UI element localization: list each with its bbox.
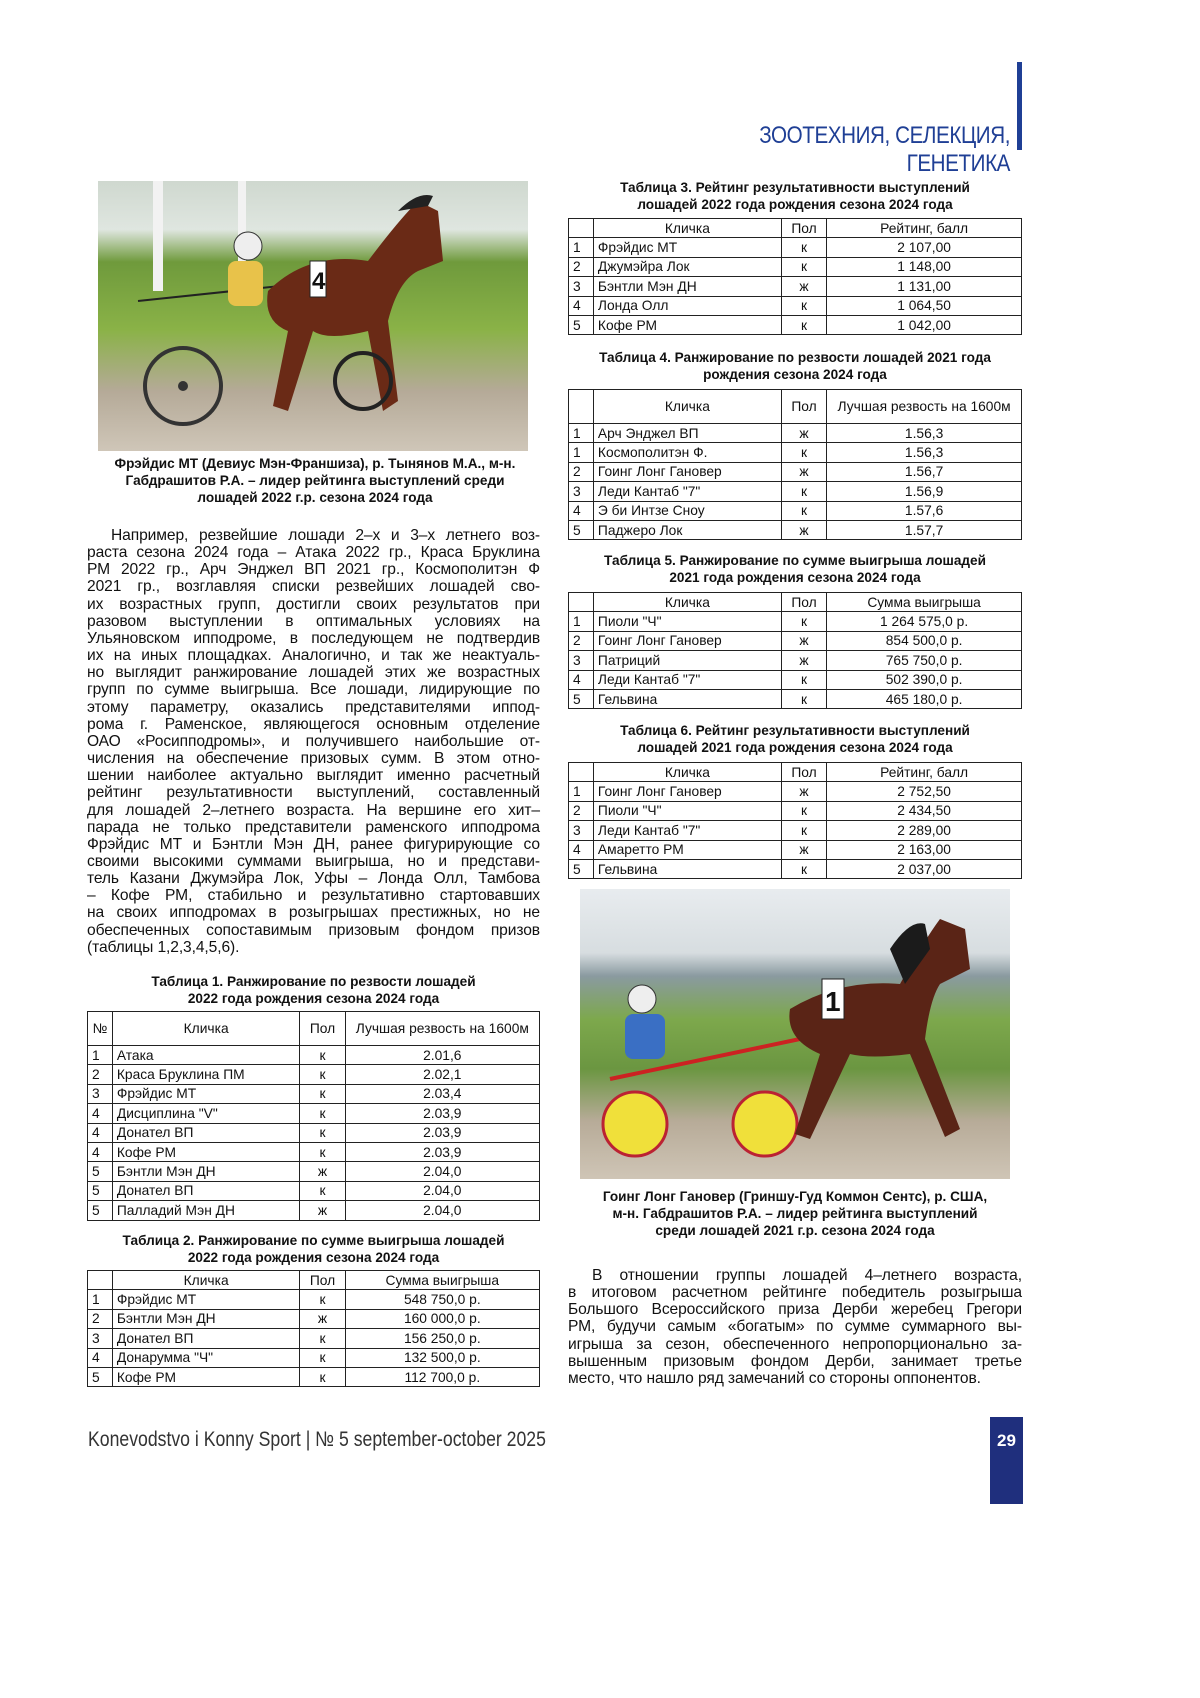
- text-line: их на иных площадках. Аналогично, и так же неактуаль-: [87, 647, 540, 664]
- table-cell: к: [781, 482, 826, 501]
- table-cell: 2: [88, 1309, 113, 1328]
- column-header: Сумма выигрыша: [827, 593, 1022, 612]
- table-cell: 5: [88, 1181, 113, 1200]
- title-line: Таблица 5. Ранжирование по сумме выигрыша лошадей: [568, 552, 1022, 569]
- column-header: Лучшая резвость на 1600м: [827, 390, 1022, 424]
- text-line: раста сезона 2024 года – Атака 2022 гр., Краса Бруклина: [87, 544, 540, 561]
- table-cell: ж: [781, 462, 826, 481]
- table-cell: 1.56,7: [827, 462, 1022, 481]
- table-row: [569, 821, 1022, 840]
- table-cell: 1: [569, 612, 594, 631]
- column-header: Кличка: [593, 763, 781, 782]
- table-row: [569, 651, 1022, 670]
- column-header: Кличка: [112, 1271, 300, 1290]
- title-line: Таблица 2. Ранжирование по сумме выигрыша лошадей: [87, 1232, 540, 1249]
- table-cell: Э би Интзе Сноу: [593, 501, 781, 520]
- table-cell: 5: [88, 1367, 113, 1386]
- bib-number: 1: [825, 986, 841, 1017]
- column-header: Пол: [781, 390, 826, 424]
- table-cell: 1: [88, 1290, 113, 1309]
- table-cell: 1.57,6: [827, 501, 1022, 520]
- column-header: Пол: [781, 219, 826, 238]
- table-cell: Паджеро Лок: [593, 520, 781, 539]
- table-header-row: [569, 763, 1022, 782]
- table-cell: Гельвина: [593, 859, 781, 878]
- table-cell: Гоинг Лонг Гановер: [593, 462, 781, 481]
- table-cell: к: [300, 1104, 345, 1123]
- table-row: [569, 296, 1022, 315]
- table-cell: Арч Энджел ВП: [593, 424, 781, 443]
- table-row: [88, 1123, 540, 1142]
- table-cell: 1: [569, 443, 594, 462]
- table-cell: Леди Кантаб "7": [593, 482, 781, 501]
- text-line: РМ 2022 гр., Арч Энджел ВП 2021 гр., Космополитэн Ф: [87, 561, 540, 578]
- table-cell: к: [300, 1181, 345, 1200]
- table-cell: ж: [781, 840, 826, 859]
- table-cell: Донарумма "Ч": [112, 1348, 300, 1367]
- caption-line: среди лошадей 2021 г.р. сезона 2024 года: [568, 1222, 1022, 1239]
- column-header: [569, 593, 594, 612]
- column-header: Сумма выигрыша: [345, 1271, 539, 1290]
- table-header-row: [88, 1271, 540, 1290]
- text-line: вышенным призовым фондом Дерби, занимает третье: [568, 1353, 1022, 1370]
- table-cell: 465 180,0 р.: [827, 689, 1022, 708]
- table-cell: 2 289,00: [827, 821, 1022, 840]
- table-cell: 4: [569, 840, 594, 859]
- table-cell: ж: [300, 1201, 345, 1220]
- caption-line: Фрэйдис МТ (Девиус Мэн-Франшиза), р. Тынянов М.А., м-н.: [85, 455, 545, 472]
- table-row: [88, 1367, 540, 1386]
- column-header: Пол: [781, 763, 826, 782]
- table-cell: Палладий Мэн ДН: [112, 1201, 300, 1220]
- column-header: Кличка: [593, 390, 781, 424]
- table-cell: Гельвина: [593, 689, 781, 708]
- table-row: [569, 782, 1022, 801]
- table-cell: ж: [781, 631, 826, 650]
- table-row: [569, 257, 1022, 276]
- table-cell: к: [781, 859, 826, 878]
- table-cell: 1 264 575,0 р.: [827, 612, 1022, 631]
- table-cell: к: [300, 1142, 345, 1161]
- table-row: [569, 859, 1022, 878]
- table-cell: ж: [781, 782, 826, 801]
- table-cell: 2.03,9: [345, 1123, 539, 1142]
- table-cell: Донател ВП: [112, 1123, 300, 1142]
- title-line: Таблица 1. Ранжирование по резвости лошадей: [87, 973, 540, 990]
- table-cell: Гоинг Лонг Гановер: [593, 782, 781, 801]
- column-header: [569, 219, 594, 238]
- table-cell: Фрэйдис МТ: [112, 1084, 300, 1103]
- text-line: рейтинг результативности выступлений, составленный: [87, 784, 540, 801]
- table-cell: 3: [88, 1084, 113, 1103]
- table-cell: к: [300, 1367, 345, 1386]
- title-line: рождения сезона 2024 года: [560, 366, 1030, 383]
- table-cell: Бэнтли Мэн ДН: [112, 1309, 300, 1328]
- text-line: (таблицы 1,2,3,4,5,6).: [87, 939, 540, 956]
- table-cell: к: [781, 238, 826, 257]
- column-header: Рейтинг, балл: [827, 763, 1022, 782]
- title-line: 2021 года рождения сезона 2024 года: [568, 569, 1022, 586]
- table-cell: 548 750,0 р.: [345, 1290, 539, 1309]
- table-cell: 1 042,00: [827, 315, 1022, 334]
- table-cell: 5: [569, 859, 594, 878]
- table-cell: 156 250,0 р.: [345, 1329, 539, 1348]
- table-row: [569, 501, 1022, 520]
- table-cell: ж: [781, 651, 826, 670]
- table-header-row: [88, 1012, 540, 1046]
- table-row: [569, 482, 1022, 501]
- table-cell: 2: [569, 801, 594, 820]
- title-line: Таблица 3. Рейтинг результативности выступлений: [568, 179, 1022, 196]
- table-cell: Донател ВП: [112, 1329, 300, 1348]
- table-cell: к: [781, 612, 826, 631]
- table-cell: Бэнтли Мэн ДН: [112, 1162, 300, 1181]
- photo1-caption: [85, 455, 545, 506]
- table-row: [88, 1181, 540, 1200]
- table-row: [88, 1348, 540, 1367]
- table2-title: [87, 1232, 540, 1266]
- table-cell: ж: [781, 520, 826, 539]
- table-cell: ж: [781, 424, 826, 443]
- table-row: [88, 1142, 540, 1161]
- table-cell: Дисциплина "V": [112, 1104, 300, 1123]
- article-body-right: [568, 1267, 1022, 1387]
- table-cell: Бэнтли Мэн ДН: [593, 277, 781, 296]
- table-row: [88, 1084, 540, 1103]
- table-row: [569, 238, 1022, 257]
- caption-line: м-н. Габдрашитов Р.А. – лидер рейтинга выступлений: [568, 1205, 1022, 1222]
- title-line: лошадей 2021 года рождения сезона 2024 года: [568, 739, 1022, 756]
- table-cell: Лонда Олл: [593, 296, 781, 315]
- table3-title: [568, 179, 1022, 213]
- text-line: РМ, будучи самым «богатым» по сумме суммарного вы-: [568, 1318, 1022, 1335]
- table-cell: Джумэйра Лок: [593, 257, 781, 276]
- table-cell: 1 064,50: [827, 296, 1022, 315]
- text-line: разовом выступлении в оптимальных условиях на: [87, 613, 540, 630]
- table-cell: Краса Бруклина ПМ: [112, 1065, 300, 1084]
- table-row: [569, 462, 1022, 481]
- photo2-caption: [568, 1188, 1022, 1239]
- table-cell: к: [300, 1046, 345, 1065]
- table-cell: 2.03,4: [345, 1084, 539, 1103]
- table-cell: 3: [569, 277, 594, 296]
- table-cell: 2.01,6: [345, 1046, 539, 1065]
- table-cell: к: [300, 1084, 345, 1103]
- table-cell: 4: [88, 1142, 113, 1161]
- table-row: [569, 612, 1022, 631]
- caption-line: Гоинг Лонг Гановер (Гриншу-Гуд Коммон Сентс), р. США,: [568, 1188, 1022, 1205]
- table-cell: Патриций: [593, 651, 781, 670]
- table1-speed-2022: [87, 1011, 540, 1221]
- table-cell: Кофе РМ: [593, 315, 781, 334]
- text-line: групп по сумме выигрыша. Все лошади, лидирующие по: [87, 681, 540, 698]
- table-cell: Кофе РМ: [112, 1367, 300, 1386]
- table-cell: 4: [569, 670, 594, 689]
- table-cell: Фрэйдис МТ: [593, 238, 781, 257]
- column-header: Пол: [300, 1012, 345, 1046]
- table-row: [569, 689, 1022, 708]
- table-cell: 5: [569, 689, 594, 708]
- table-cell: 2 752,50: [827, 782, 1022, 801]
- table-row: [569, 840, 1022, 859]
- text-line: обеспеченных сопоставимым призовым фондом призов: [87, 922, 540, 939]
- title-line: 2022 года рождения сезона 2024 года: [87, 990, 540, 1007]
- title-line: 2022 года рождения сезона 2024 года: [87, 1249, 540, 1266]
- text-line: своими высокими суммами выигрыша, но и представи-: [87, 853, 540, 870]
- table-cell: 2 107,00: [827, 238, 1022, 257]
- table-cell: Леди Кантаб "7": [593, 670, 781, 689]
- table-cell: 2 163,00: [827, 840, 1022, 859]
- table-cell: к: [300, 1290, 345, 1309]
- text-line: игрыша за сезон, обеспеченного непропорционально за-: [568, 1336, 1022, 1353]
- table-cell: 1: [569, 238, 594, 257]
- table-row: [569, 277, 1022, 296]
- table-cell: к: [300, 1123, 345, 1142]
- table-cell: к: [300, 1348, 345, 1367]
- table-cell: Леди Кантаб "7": [593, 821, 781, 840]
- photo-horse-fraydis: [98, 181, 528, 451]
- table-cell: 3: [569, 821, 594, 840]
- table-row: [569, 315, 1022, 334]
- table-cell: 4: [569, 501, 594, 520]
- table5-title: [568, 552, 1022, 586]
- table-cell: 1: [88, 1046, 113, 1065]
- table-cell: 4: [569, 296, 594, 315]
- table-header-row: [569, 593, 1022, 612]
- text-line: ОАО «Росипподромы», и получившего наибольшие от-: [87, 733, 540, 750]
- column-header: [569, 390, 594, 424]
- table-cell: 2.04,0: [345, 1201, 539, 1220]
- table-cell: 3: [88, 1329, 113, 1348]
- table-cell: 1: [569, 782, 594, 801]
- table4-title: [560, 349, 1030, 383]
- photo-horse-going-long-hanover: [580, 889, 1010, 1179]
- table-cell: 3: [569, 651, 594, 670]
- table-cell: Пиоли "Ч": [593, 801, 781, 820]
- column-header: Лучшая резвость на 1600м: [345, 1012, 539, 1046]
- column-header: [569, 763, 594, 782]
- column-header: [88, 1271, 113, 1290]
- table-cell: 5: [88, 1201, 113, 1220]
- table-cell: к: [781, 296, 826, 315]
- text-line: парада не только представители раменского ипподрома: [87, 819, 540, 836]
- table-row: [569, 520, 1022, 539]
- text-line: их возрастных групп, достигли своих результатов при: [87, 596, 540, 613]
- table-cell: 5: [569, 315, 594, 334]
- title-line: Таблица 4. Ранжирование по резвости лошадей 2021 года: [560, 349, 1030, 366]
- text-line: Например, резвейшие лошади 2–х и 3–х летнего воз-: [87, 527, 540, 544]
- table-cell: к: [781, 801, 826, 820]
- table-cell: к: [300, 1065, 345, 1084]
- table-row: [569, 801, 1022, 820]
- table-row: [88, 1329, 540, 1348]
- table-cell: 2: [569, 257, 594, 276]
- text-line: Фрэйдис МТ и Бэнтли Мэн ДН, ранее фигурирующие со: [87, 836, 540, 853]
- table-cell: 2 037,00: [827, 859, 1022, 878]
- table-cell: Пиоли "Ч": [593, 612, 781, 631]
- table-cell: к: [781, 670, 826, 689]
- table-cell: к: [781, 501, 826, 520]
- text-line: В отношении группы лошадей 4–летнего возраста,: [568, 1267, 1022, 1284]
- table-cell: 2: [569, 631, 594, 650]
- table3-rating-2022: [568, 218, 1022, 335]
- table-cell: ж: [781, 277, 826, 296]
- text-line: Ульяновском ипподроме, в последующем не подтвердив: [87, 630, 540, 647]
- text-line: числения на обеспечение призовых сумм. В этом отно-: [87, 750, 540, 767]
- table-cell: 2.04,0: [345, 1181, 539, 1200]
- table-cell: к: [781, 443, 826, 462]
- table-row: [569, 670, 1022, 689]
- table-cell: Фрэйдис МТ: [112, 1290, 300, 1309]
- table-cell: 2.03,9: [345, 1142, 539, 1161]
- table-cell: 4: [88, 1348, 113, 1367]
- table-cell: 4: [88, 1123, 113, 1142]
- page-number: 29: [990, 1417, 1023, 1504]
- table-cell: к: [781, 257, 826, 276]
- table-cell: 112 700,0 р.: [345, 1367, 539, 1386]
- footer-journal-info: Konevodstvo i Konny Sport | № 5 september-october 2025: [88, 1428, 546, 1452]
- table1-title: [87, 973, 540, 1007]
- caption-line: Габдрашитов Р.А. – лидер рейтинга выступлений среди: [85, 472, 545, 489]
- table-cell: 2: [88, 1065, 113, 1084]
- table-cell: 5: [88, 1162, 113, 1181]
- table-cell: 2.02,1: [345, 1065, 539, 1084]
- table-cell: 854 500,0 р.: [827, 631, 1022, 650]
- table-row: [569, 631, 1022, 650]
- bib-number: 4: [312, 268, 326, 295]
- table-cell: Донател ВП: [112, 1181, 300, 1200]
- table-row: [569, 424, 1022, 443]
- table-cell: 160 000,0 р.: [345, 1309, 539, 1328]
- caption-line: лошадей 2022 г.р. сезона 2024 года: [85, 489, 545, 506]
- table-cell: 2.04,0: [345, 1162, 539, 1181]
- text-line: в итоговом расчетном рейтинге победитель розыгрыша: [568, 1284, 1022, 1301]
- table-cell: к: [300, 1329, 345, 1348]
- table-cell: к: [781, 821, 826, 840]
- table-row: [88, 1065, 540, 1084]
- table-row: [569, 443, 1022, 462]
- table-cell: Космополитэн Ф.: [593, 443, 781, 462]
- table-row: [88, 1309, 540, 1328]
- text-line: место, что нашло ряд замечаний со стороны оппонентов.: [568, 1370, 1022, 1387]
- text-line: 2021 гр., возглавляя списки резвейших лошадей сво-: [87, 578, 540, 595]
- column-header: Рейтинг, балл: [827, 219, 1022, 238]
- text-line: но выглядит ранжирование лошадей этих же возрастных: [87, 664, 540, 681]
- header-accent-bar: [1017, 62, 1022, 150]
- title-line: Таблица 6. Рейтинг результативности выступлений: [568, 722, 1022, 739]
- text-line: этому параметру, оказались представителями иппод-: [87, 699, 540, 716]
- table-cell: 2.03,9: [345, 1104, 539, 1123]
- table-header-row: [569, 390, 1022, 424]
- text-line: для лошадей 2–летнего возраста. На вершине его хит–: [87, 802, 540, 819]
- article-body-left: [87, 527, 540, 956]
- title-line: лошадей 2022 года рождения сезона 2024 года: [568, 196, 1022, 213]
- column-header: Кличка: [112, 1012, 300, 1046]
- table-cell: 4: [88, 1104, 113, 1123]
- table-cell: 1 148,00: [827, 257, 1022, 276]
- table-cell: к: [781, 689, 826, 708]
- section-title: ЗООТЕХНИЯ, СЕЛЕКЦИЯ, ГЕНЕТИКА: [692, 122, 1010, 178]
- text-line: – Кофе РМ, стабильно и результативно стартовавших: [87, 887, 540, 904]
- table-row: [88, 1162, 540, 1181]
- table-cell: 1.57,7: [827, 520, 1022, 539]
- table-cell: к: [781, 315, 826, 334]
- table-cell: 1.56,9: [827, 482, 1022, 501]
- text-line: Большого Всероссийского приза Дерби жеребец Грегори: [568, 1301, 1022, 1318]
- table-cell: 502 390,0 р.: [827, 670, 1022, 689]
- table-row: [88, 1201, 540, 1220]
- table-cell: 1.56,3: [827, 424, 1022, 443]
- table-cell: Амаретто РМ: [593, 840, 781, 859]
- column-header: Кличка: [593, 593, 781, 612]
- table-header-row: [569, 219, 1022, 238]
- text-line: шении наиболее актуально выглядит именно расчетный: [87, 767, 540, 784]
- table-cell: 2: [569, 462, 594, 481]
- table5-winnings-2021: [568, 592, 1022, 709]
- table-cell: 1 131,00: [827, 277, 1022, 296]
- table-cell: 2 434,50: [827, 801, 1022, 820]
- table2-winnings-2022: [87, 1270, 540, 1387]
- text-line: на своих ипподромах в розыгрышах престижных, но не: [87, 904, 540, 921]
- table6-title: [568, 722, 1022, 756]
- table-row: [88, 1046, 540, 1065]
- table-cell: Кофе РМ: [112, 1142, 300, 1161]
- table-cell: Атака: [112, 1046, 300, 1065]
- table-row: [88, 1290, 540, 1309]
- table-cell: 1.56,3: [827, 443, 1022, 462]
- table-cell: 3: [569, 482, 594, 501]
- text-line: тель Казани Джумэйра Лок, Уфы – Лонда Олл, Тамбова: [87, 870, 540, 887]
- table-cell: 132 500,0 р.: [345, 1348, 539, 1367]
- column-header: №: [88, 1012, 113, 1046]
- text-line: рома г. Раменское, являющегося основным отделение: [87, 716, 540, 733]
- table6-rating-2021: [568, 762, 1022, 879]
- column-header: Кличка: [593, 219, 781, 238]
- table-cell: Гоинг Лонг Гановер: [593, 631, 781, 650]
- table-cell: 1: [569, 424, 594, 443]
- table-cell: ж: [300, 1162, 345, 1181]
- column-header: Пол: [781, 593, 826, 612]
- table-cell: 5: [569, 520, 594, 539]
- column-header: Пол: [300, 1271, 345, 1290]
- table-cell: ж: [300, 1309, 345, 1328]
- table-row: [88, 1104, 540, 1123]
- table4-speed-2021: [568, 389, 1022, 540]
- table-cell: 765 750,0 р.: [827, 651, 1022, 670]
